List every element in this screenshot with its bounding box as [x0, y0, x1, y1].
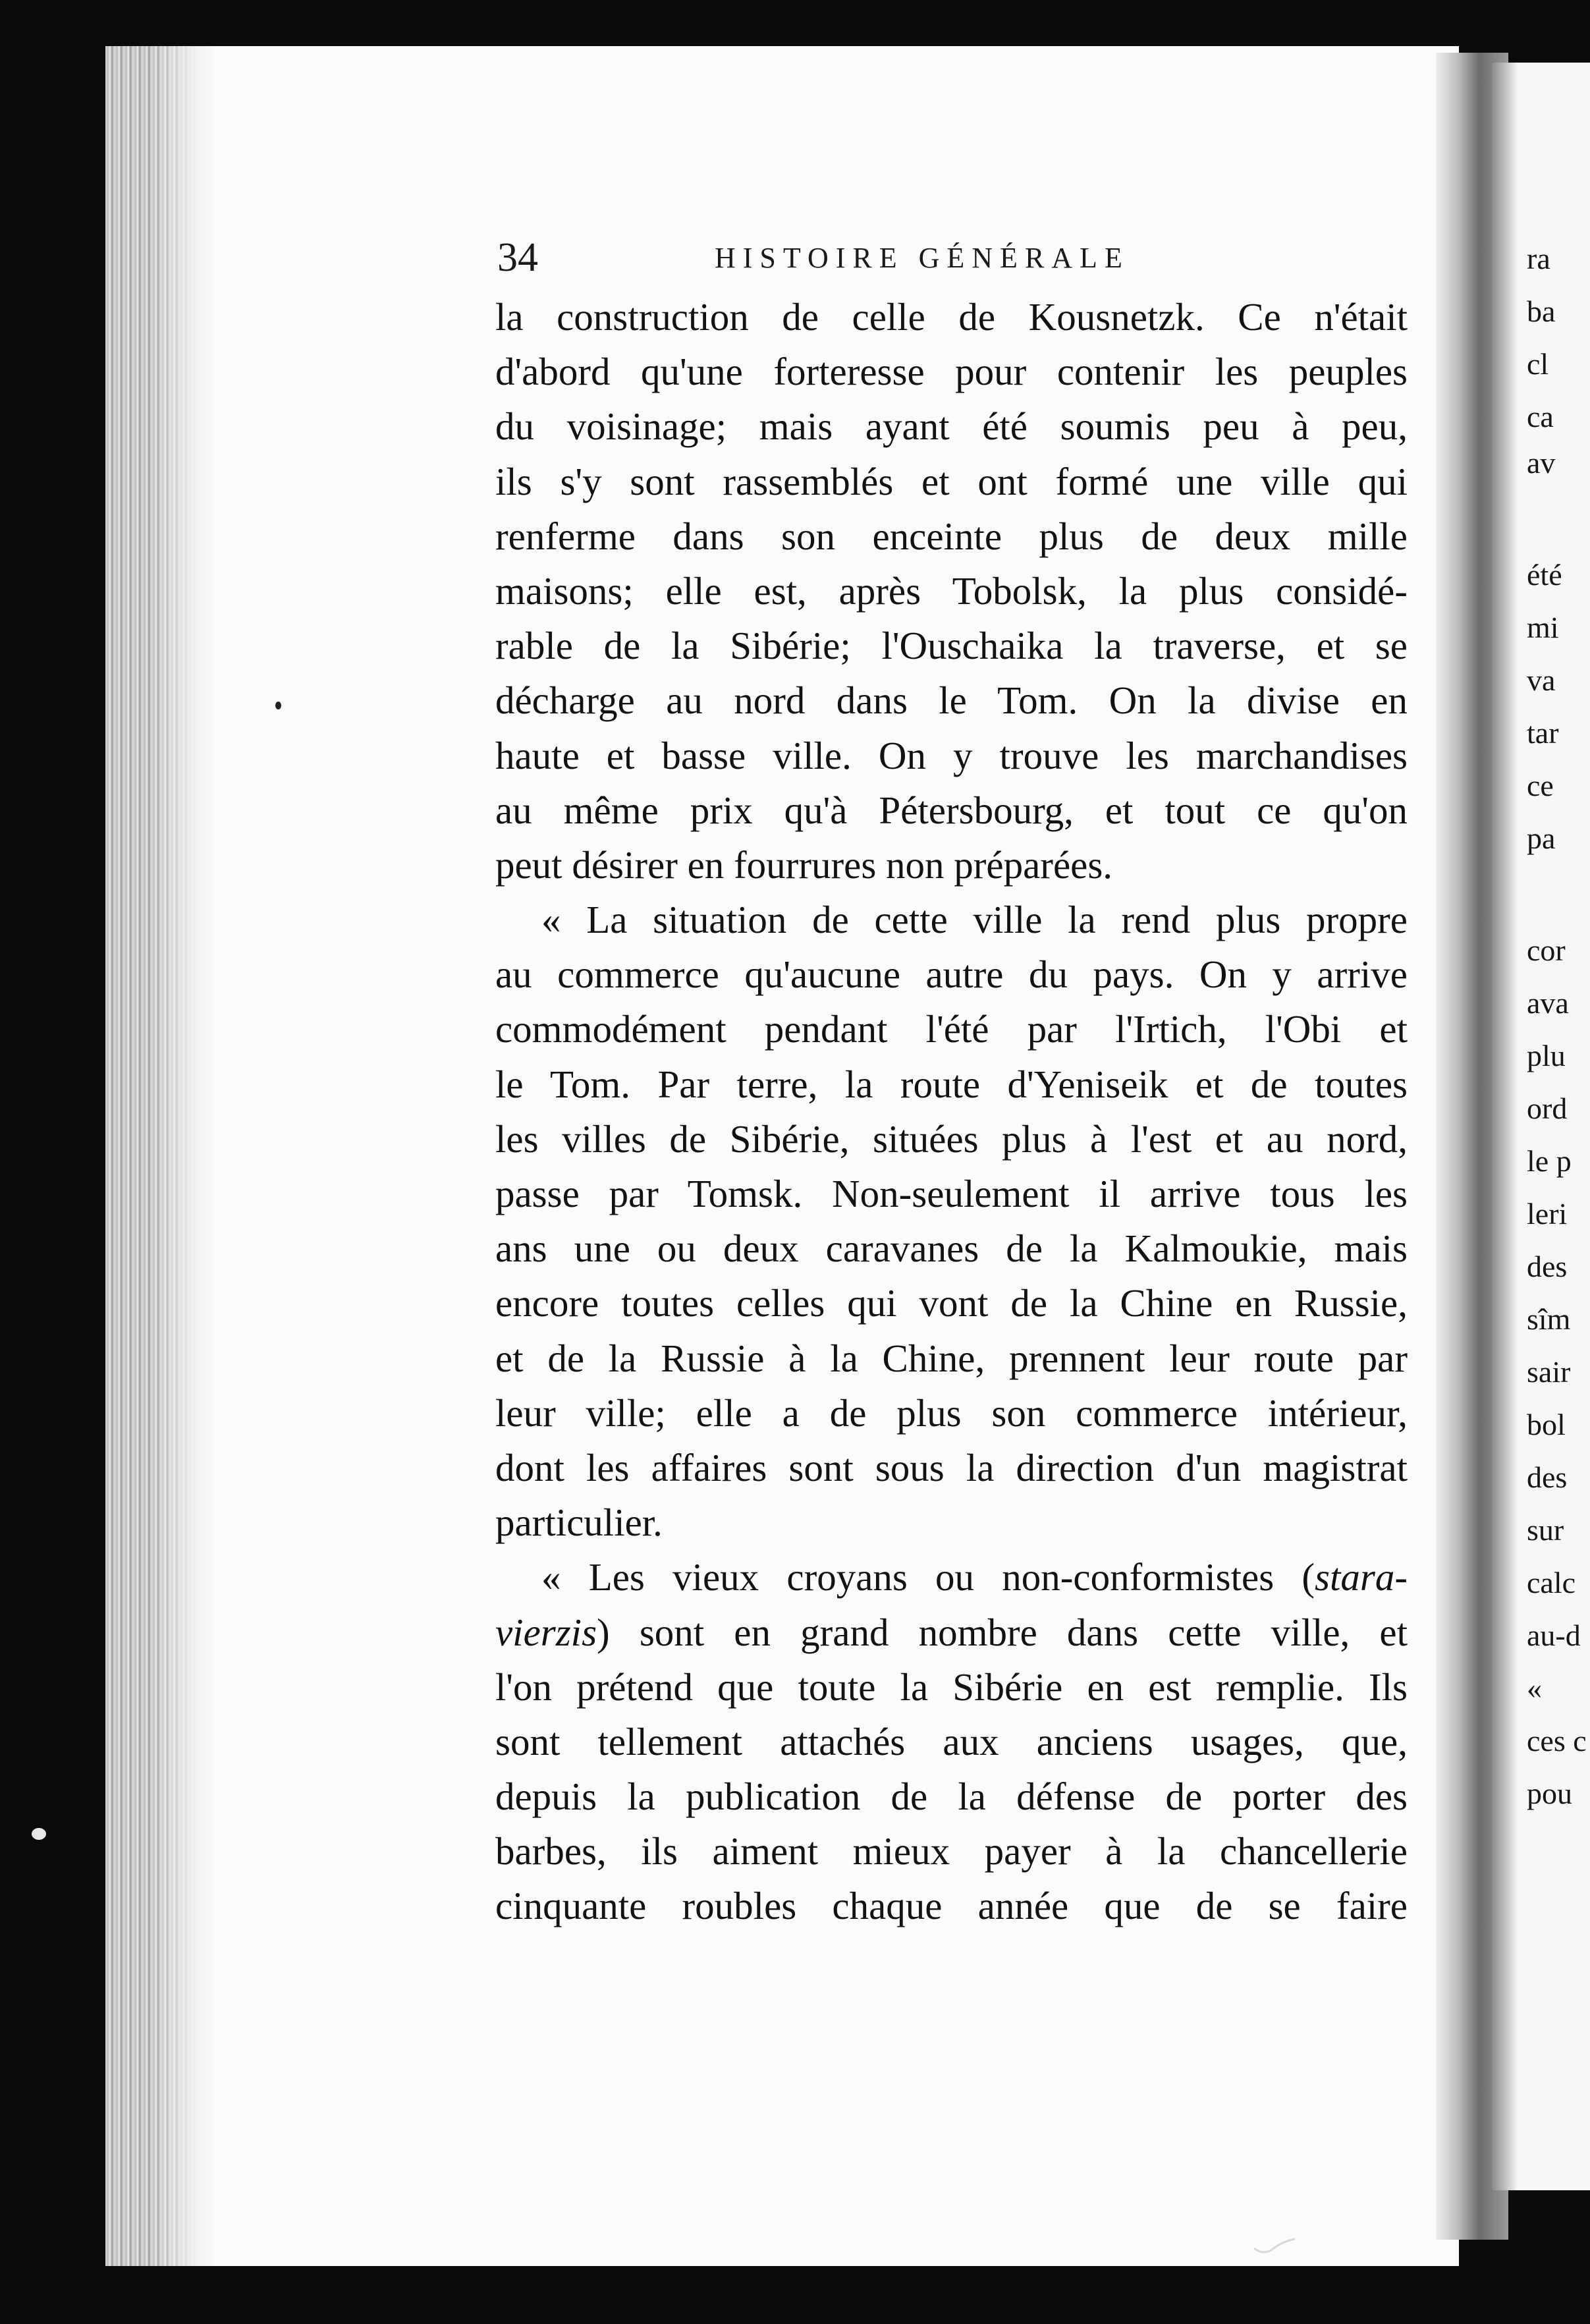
italic-word: stara- [1315, 1555, 1408, 1599]
facing-page-fragment: cor [1527, 933, 1566, 967]
ink-speck [275, 702, 281, 709]
facing-page-fragment: plu [1527, 1039, 1566, 1072]
facing-page-fragment: le p [1527, 1144, 1572, 1178]
page-edge-fade [151, 46, 217, 2266]
running-title: HISTOIRE GÉNÉRALE [715, 242, 1130, 274]
text-line: commodément pendant l'été par l'Irtich, l'Obi et [495, 1007, 1408, 1051]
facing-page-fragment: bol [1527, 1408, 1566, 1441]
text-line: particulier. [495, 1501, 663, 1545]
facing-page-fragment: pa [1527, 821, 1556, 855]
text-line: décharge au nord dans le Tom. On la divise en [495, 678, 1408, 723]
text-line: depuis la publication de la défense de porter des [495, 1775, 1408, 1819]
text-run: ) sont en grand nombre dans cette ville, et [597, 1610, 1408, 1654]
ink-speck [32, 1828, 46, 1840]
text-line: d'abord qu'une forteresse pour contenir les peuples [495, 350, 1408, 394]
text-line: dont les affaires sont sous la direction d'un magistrat [495, 1445, 1408, 1489]
text-line: les villes de Sibérie, situées plus à l'est et au nord, [495, 1117, 1408, 1161]
facing-page-fragment: au-d [1527, 1618, 1581, 1652]
text-line: ils s'y sont rassemblés et ont formé une ville qui [495, 459, 1408, 503]
body-text [495, 290, 1408, 1934]
facing-page-fragment: été [1527, 558, 1562, 592]
text-line: au commerce qu'aucune autre du pays. On y arrive [495, 953, 1408, 997]
text-line [495, 1550, 1408, 1605]
text-line: le Tom. Par terre, la route d'Yeniseik et de toutes [495, 1062, 1408, 1106]
facing-page-fragment: calc [1527, 1566, 1576, 1599]
facing-page-fragment: va [1527, 663, 1556, 697]
text-line: du voisinage; mais ayant été soumis peu à peu, [495, 404, 1408, 449]
text-line: sont tellement attachés aux anciens usages, que, [495, 1719, 1408, 1763]
text-line: renferme dans son enceinte plus de deux mille [495, 514, 1408, 558]
facing-page-fragment: av [1527, 446, 1556, 480]
text-run: « Les vieux croyans ou non-conformistes ( [541, 1555, 1315, 1599]
facing-page-fragment: sair [1527, 1355, 1571, 1389]
running-head [497, 237, 1242, 283]
facing-page-fragment: « [1527, 1671, 1542, 1705]
facing-page-fragment: tar [1527, 716, 1559, 750]
facing-page-fragment: mi [1527, 611, 1559, 644]
page-number: 34 [497, 235, 538, 280]
text-line: rable de la Sibérie; l'Ouschaika la traverse, et se [495, 624, 1408, 668]
text-line: « La situation de cette ville la rend plus propre [541, 898, 1408, 942]
facing-page-fragment: ra [1527, 242, 1550, 275]
text-line: maisons; elle est, après Tobolsk, la plus considé- [495, 568, 1408, 613]
text-line [495, 1605, 1408, 1660]
italic-word: vierzis [495, 1610, 597, 1654]
facing-page-fragment: des [1527, 1460, 1568, 1494]
text-line: cinquante roubles chaque année que de se faire [495, 1884, 1408, 1928]
facing-page-fragment: ces c [1527, 1724, 1587, 1757]
facing-page-shadow [1492, 63, 1518, 2190]
text-line: encore toutes celles qui vont de la Chine en Russie, [495, 1281, 1408, 1325]
text-line: leur ville; elle a de plus son commerce intérieur, [495, 1391, 1408, 1435]
text-line: la construction de celle de Kousnetzk. Ce n'était [495, 295, 1408, 339]
facing-page-fragment: pou [1527, 1777, 1572, 1810]
facing-page-fragment: ord [1527, 1092, 1568, 1125]
facing-page-fragment: leri [1527, 1197, 1568, 1231]
text-line: barbes, ils aiment mieux payer à la chancellerie [495, 1829, 1408, 1873]
facing-page-fragment: ava [1527, 986, 1569, 1020]
facing-page-fragment: sîm [1527, 1302, 1571, 1336]
text-line: l'on prétend que toute la Sibérie en est remplie. Ils [495, 1665, 1408, 1709]
facing-page-fragment: des [1527, 1250, 1568, 1283]
facing-page-fragment: ce [1527, 769, 1554, 802]
facing-page-fragment: sur [1527, 1513, 1564, 1547]
text-line: haute et basse ville. On y trouve les marchandises [495, 733, 1408, 777]
facing-page-fragment: ca [1527, 400, 1554, 433]
facing-page-fragment: cl [1527, 347, 1549, 381]
text-line: passe par Tomsk. Non-seulement il arrive tous les [495, 1172, 1408, 1215]
text-line: et de la Russie à la Chine, prennent leur route par [495, 1336, 1408, 1380]
text-line: ans une ou deux caravanes de la Kalmoukie, mais [495, 1227, 1408, 1271]
text-line: au même prix qu'à Pétersbourg, et tout ce qu'on [495, 788, 1408, 832]
pen-mark [1251, 2236, 1298, 2256]
facing-page-fragment: ba [1527, 294, 1556, 328]
text-line: peut désirer en fourrures non préparées. [495, 843, 1113, 887]
